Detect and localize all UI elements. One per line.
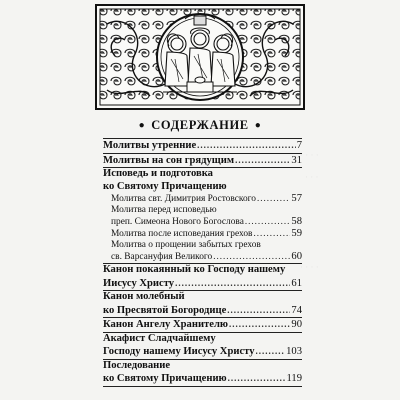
dot-leader <box>245 216 291 227</box>
toc-subentry-page: 57 <box>291 193 302 204</box>
toc-subentry-line <box>111 240 302 251</box>
toc-subentries <box>103 193 302 263</box>
toc-entry-title: Акафист Сладчайшему <box>103 332 216 344</box>
toc-subentry-line <box>111 251 302 263</box>
toc-entry-line <box>103 360 302 373</box>
toc-entry <box>103 139 302 153</box>
toc-entry-line <box>103 154 302 168</box>
toc-subentry-line <box>111 216 302 228</box>
dot-leader <box>256 345 286 358</box>
dot-leader <box>213 251 290 262</box>
toc-entry-line <box>103 291 302 304</box>
toc-subentry-title: преп. Симеона Нового Богослова <box>111 217 244 227</box>
toc-entry-line <box>103 372 302 386</box>
trinity-icon-ornament <box>95 4 305 110</box>
toc-entry-title: Исповедь и подготовка <box>103 168 213 179</box>
toc-subentry-title: Молитва свт. Димитрия Ростовского <box>111 194 256 204</box>
toc-entry-title: Канон Ангелу Хранителю <box>103 319 228 330</box>
dot-leader <box>253 228 290 239</box>
toc-entry <box>103 333 302 359</box>
toc-entry <box>103 168 302 263</box>
toc-divider <box>103 386 302 387</box>
toc-entry-title: Господу нашему Иисусу Христу <box>103 346 255 357</box>
dot-leader <box>197 139 296 152</box>
toc-entry-line <box>103 264 302 277</box>
toc-entry-line <box>103 168 302 181</box>
dot-leader <box>227 304 290 317</box>
toc-entry-title: Канон покаянный ко Господу нашему <box>103 264 286 275</box>
toc-subentry-page: 58 <box>291 216 302 227</box>
toc-entry-page: 7 <box>296 140 302 151</box>
toc-entry <box>103 291 302 317</box>
toc-entry-title: Молитвы утренние <box>103 140 197 151</box>
toc-entry <box>103 264 302 290</box>
toc-subentry-title: св. Варсануфия Великого <box>111 252 213 262</box>
heading-dot-right: ● <box>254 120 262 131</box>
toc-entry-page: 61 <box>291 277 302 289</box>
toc-entry <box>103 318 302 332</box>
toc-subentry-line <box>111 193 302 205</box>
toc-entry-title: Последование <box>103 359 171 371</box>
toc-entry-line <box>103 181 302 194</box>
toc-entry-line <box>103 139 302 153</box>
toc-entry-page: 90 <box>291 319 302 330</box>
heading-text: СОДЕРЖАНИЕ <box>151 118 249 132</box>
dot-leader <box>235 154 290 167</box>
page-heading <box>0 118 400 133</box>
toc-entry-page: 74 <box>291 304 302 316</box>
toc-entry-page: 119 <box>286 373 302 384</box>
dot-leader <box>175 277 290 290</box>
toc-subentry-line <box>111 228 302 240</box>
toc-entry <box>103 360 302 386</box>
toc-entry-page: 31 <box>291 154 302 166</box>
toc-subentry <box>111 205 302 228</box>
toc-entry-line <box>103 345 302 359</box>
toc-entry-title: Молитвы на сон грядущим <box>103 154 235 166</box>
toc-subentry <box>111 240 302 263</box>
toc-entry-page: 103 <box>286 346 302 357</box>
dot-leader <box>228 372 286 385</box>
toc-subentry-line <box>111 205 302 216</box>
toc-subentry <box>111 193 302 205</box>
toc-subentry-title: Молитва о прощении забытых грехов <box>111 240 261 250</box>
toc-entry-line <box>103 304 302 318</box>
toc-entry-title: Канон молебный <box>103 291 185 302</box>
toc-entry-title: ко Пресвятой Богородице <box>103 304 227 316</box>
toc-subentry-page: 60 <box>291 251 302 262</box>
bleed-through-text: · · · · · · · · · · · <box>300 150 319 272</box>
toc-subentry-page: 59 <box>291 228 302 239</box>
toc-entry-line <box>103 333 302 346</box>
toc-entry-title: Иисусу Христу <box>103 277 175 289</box>
table-of-contents <box>103 138 302 387</box>
dot-leader <box>257 193 290 204</box>
toc-entry-line <box>103 318 302 332</box>
toc-subentry <box>111 228 302 240</box>
toc-entry-title: ко Святому Причащению <box>103 373 227 384</box>
toc-subentry-title: Молитва перед исповедью <box>111 205 217 215</box>
toc-entry-title: ко Святому Причащению <box>103 180 227 192</box>
toc-entry <box>103 154 302 168</box>
dot-leader <box>229 318 290 331</box>
toc-subentry-title: Молитва после исповедания грехов <box>111 229 253 239</box>
heading-dot-left: ● <box>138 120 146 131</box>
toc-entry-line <box>103 277 302 291</box>
